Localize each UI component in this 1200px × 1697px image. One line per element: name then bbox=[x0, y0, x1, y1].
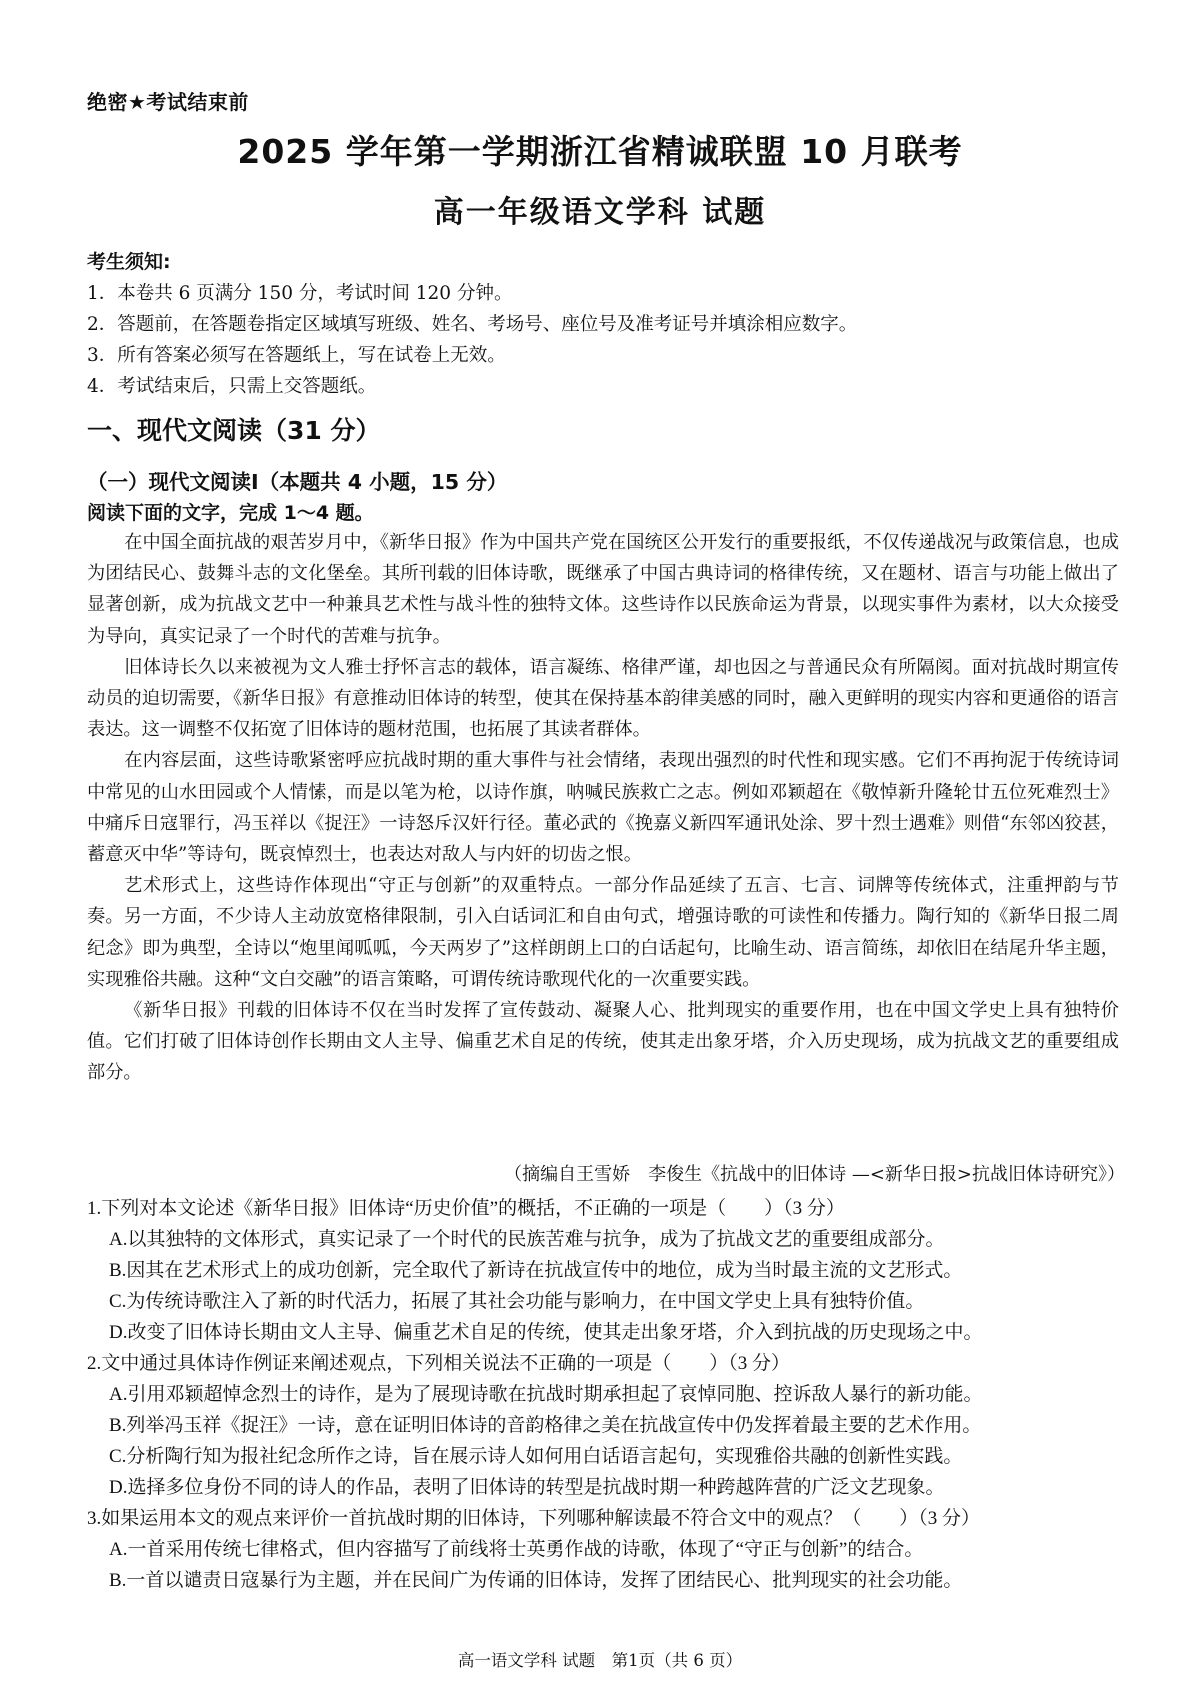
notice-item: 1．本卷共 6 页满分 150 分，考试时间 120 分钟。 bbox=[87, 283, 513, 304]
passage-paragraph: 艺术形式上，这些诗作体现出“守正与创新”的双重特点。一部分作品延续了五言、七言、词牌等传统体式，注重押韵与节奏。另一方面，不少诗人主动放宽格律限制，引入白话词汇和自由句式，增强诗歌的可读性和传播力。陶行知的《新华日报二周纪念》即为典型，全诗以“炮里闻呱呱，今天两岁了”这样朗朗上口的白话起句，比喻生动、语言简练，却依旧在结尾升华主题，实现雅俗共融。这种“文白交融”的语言策略，可谓传统诗歌现代化的一次重要实践。 bbox=[87, 875, 1119, 990]
passage-paragraph: 在中国全面抗战的艰苦岁月中，《新华日报》作为中国共产党在国统区公开发行的重要报纸，不仅传递战况与政策信息，也成为团结民心、鼓舞斗志的文化堡垒。其所刊载的旧体诗歌，既继承了中国古典诗词的格律传统，又在题材、语言与功能上做出了显著创新，成为抗战文艺中一种兼具艺术性与战斗性的独特文体。这些诗作以民族命运为背景，以现实事件为素材，以大众接受为导向，真实记录了一个时代的苦难与抗争。 bbox=[87, 532, 1119, 647]
passage-source: （摘编自王雪娇 李俊生《抗战中的旧体诗 —<新华日报>抗战旧体诗研究》） bbox=[504, 1164, 1125, 1185]
question-option: B.一首以谴责日寇暴行为主题，并在民间广为传诵的旧体诗，发挥了团结民心、批判现实的社会功能。 bbox=[109, 1570, 963, 1591]
question-option: A.引用邓颖超悼念烈士的诗作，是为了展现诗歌在抗战时期承担起了哀悼同胞、控诉敌人暴行的新功能。 bbox=[109, 1384, 983, 1405]
reading-passage bbox=[87, 527, 1119, 1089]
exam-subtitle: 高一年级语文学科 试题 bbox=[433, 195, 767, 230]
notice-item: 4．考试结束后，只需上交答题纸。 bbox=[87, 376, 377, 397]
section-heading: 一、现代文阅读（31 分） bbox=[87, 416, 381, 445]
passage-paragraph: 在内容层面，这些诗歌紧密呼应抗战时期的重大事件与社会情绪，表现出强烈的时代性和现实感。它们不再拘泥于传统诗词中常见的山水田园或个人情愫，而是以笔为枪，以诗作旗，呐喊民族救亡之志。例如邓颖超在《敬悼新升隆轮廿五位死难烈士》中痛斥日寇罪行，冯玉祥以《捉汪》一诗怒斥汉奸行径。董必武的《挽嘉义新四军通讯处涂、罗十烈士遇难》则借“东邻凶狡甚，蓄意灭中华”等诗句，既哀悼烈士，也表达对敌人与内奸的切齿之恨。 bbox=[87, 750, 1119, 866]
question-option: C.分析陶行知为报社纪念所作之诗，旨在展示诗人如何用白话语言起句，实现雅俗共融的创新性实践。 bbox=[109, 1446, 963, 1467]
passage-paragraph: 《新华日报》刊载的旧体诗不仅在当时发挥了宣传鼓动、凝聚人心、批判现实的重要作用，也在中国文学史上具有独特价值。它们打破了旧体诗创作长期由文人主导、偏重艺术自足的传统，使其走出象牙塔，介入历史现场，成为抗战文艺的重要组成部分。 bbox=[87, 1000, 1119, 1084]
question-list bbox=[87, 1193, 1132, 1596]
question-stem: 1.下列对本文论述《新华日报》旧体诗“历史价值”的概括，不正确的一项是（ ）（3 分） bbox=[87, 1198, 845, 1219]
notice-item: 3．所有答案必须写在答题纸上，写在试卷上无效。 bbox=[87, 345, 506, 366]
exam-title: 2025 学年第一学期浙江省精诚联盟 10 月联考 bbox=[237, 132, 963, 171]
subsection-heading: （一）现代文阅读Ⅰ（本题共 4 小题，15 分） bbox=[87, 470, 508, 494]
question-option: A.以其独特的文体形式，真实记录了一个时代的民族苦难与抗争，成为了抗战文艺的重要组成部分。 bbox=[109, 1229, 945, 1250]
reading-instruction: 阅读下面的文字，完成 1～4 题。 bbox=[87, 502, 374, 524]
question-option: B.列举冯玉祥《捉汪》一诗，意在证明旧体诗的音韵格律之美在抗战宣传中仍发挥着最主要的艺术作用。 bbox=[109, 1415, 982, 1436]
question-option: A.一首采用传统七律格式，但内容描写了前线将士英勇作战的诗歌，体现了“守正与创新”的结合。 bbox=[109, 1539, 924, 1560]
passage-paragraph: 旧体诗长久以来被视为文人雅士抒怀言志的载体，语言凝练、格律严谨，却也因之与普通民众有所隔阂。面对抗战时期宣传动员的迫切需要，《新华日报》有意推动旧体诗的转型，使其在保持基本韵律美感的同时，融入更鲜明的现实内容和更通俗的语言表达。这一调整不仅拓宽了旧体诗的题材范围，也拓展了其读者群体。 bbox=[87, 656, 1119, 741]
question-stem: 3.如果运用本文的观点来评价一首抗战时期的旧体诗，下列哪种解读最不符合文中的观点？（ ）（3 分） bbox=[87, 1508, 981, 1529]
question-stem: 2.文中通过具体诗作例证来阐述观点，下列相关说法不正确的一项是（ ）（3 分） bbox=[87, 1353, 791, 1374]
page-footer: 高一语文学科 试题 第1页（共 6 页） bbox=[457, 1651, 743, 1670]
notice-item: 2．答题前，在答题卷指定区域填写班级、姓名、考场号、座位号及准考证号并填涂相应数字。 bbox=[87, 314, 858, 335]
confidential-label: 绝密★考试结束前 bbox=[87, 92, 249, 114]
question-option: D.改变了旧体诗长期由文人主导、偏重艺术自足的传统，使其走出象牙塔，介入到抗战的历史现场之中。 bbox=[109, 1322, 983, 1343]
candidate-notice bbox=[87, 246, 1127, 402]
question-option: B.因其在艺术形式上的成功创新，完全取代了新诗在抗战宣传中的地位，成为当时最主流的文艺形式。 bbox=[109, 1260, 963, 1281]
question-option: D.选择多位身份不同的诗人的作品，表明了旧体诗的转型是抗战时期一种跨越阵营的广泛文艺现象。 bbox=[109, 1477, 945, 1498]
notice-title: 考生须知: bbox=[87, 251, 171, 273]
question-option: C.为传统诗歌注入了新的时代活力，拓展了其社会功能与影响力，在中国文学史上具有独特价值。 bbox=[109, 1291, 925, 1312]
